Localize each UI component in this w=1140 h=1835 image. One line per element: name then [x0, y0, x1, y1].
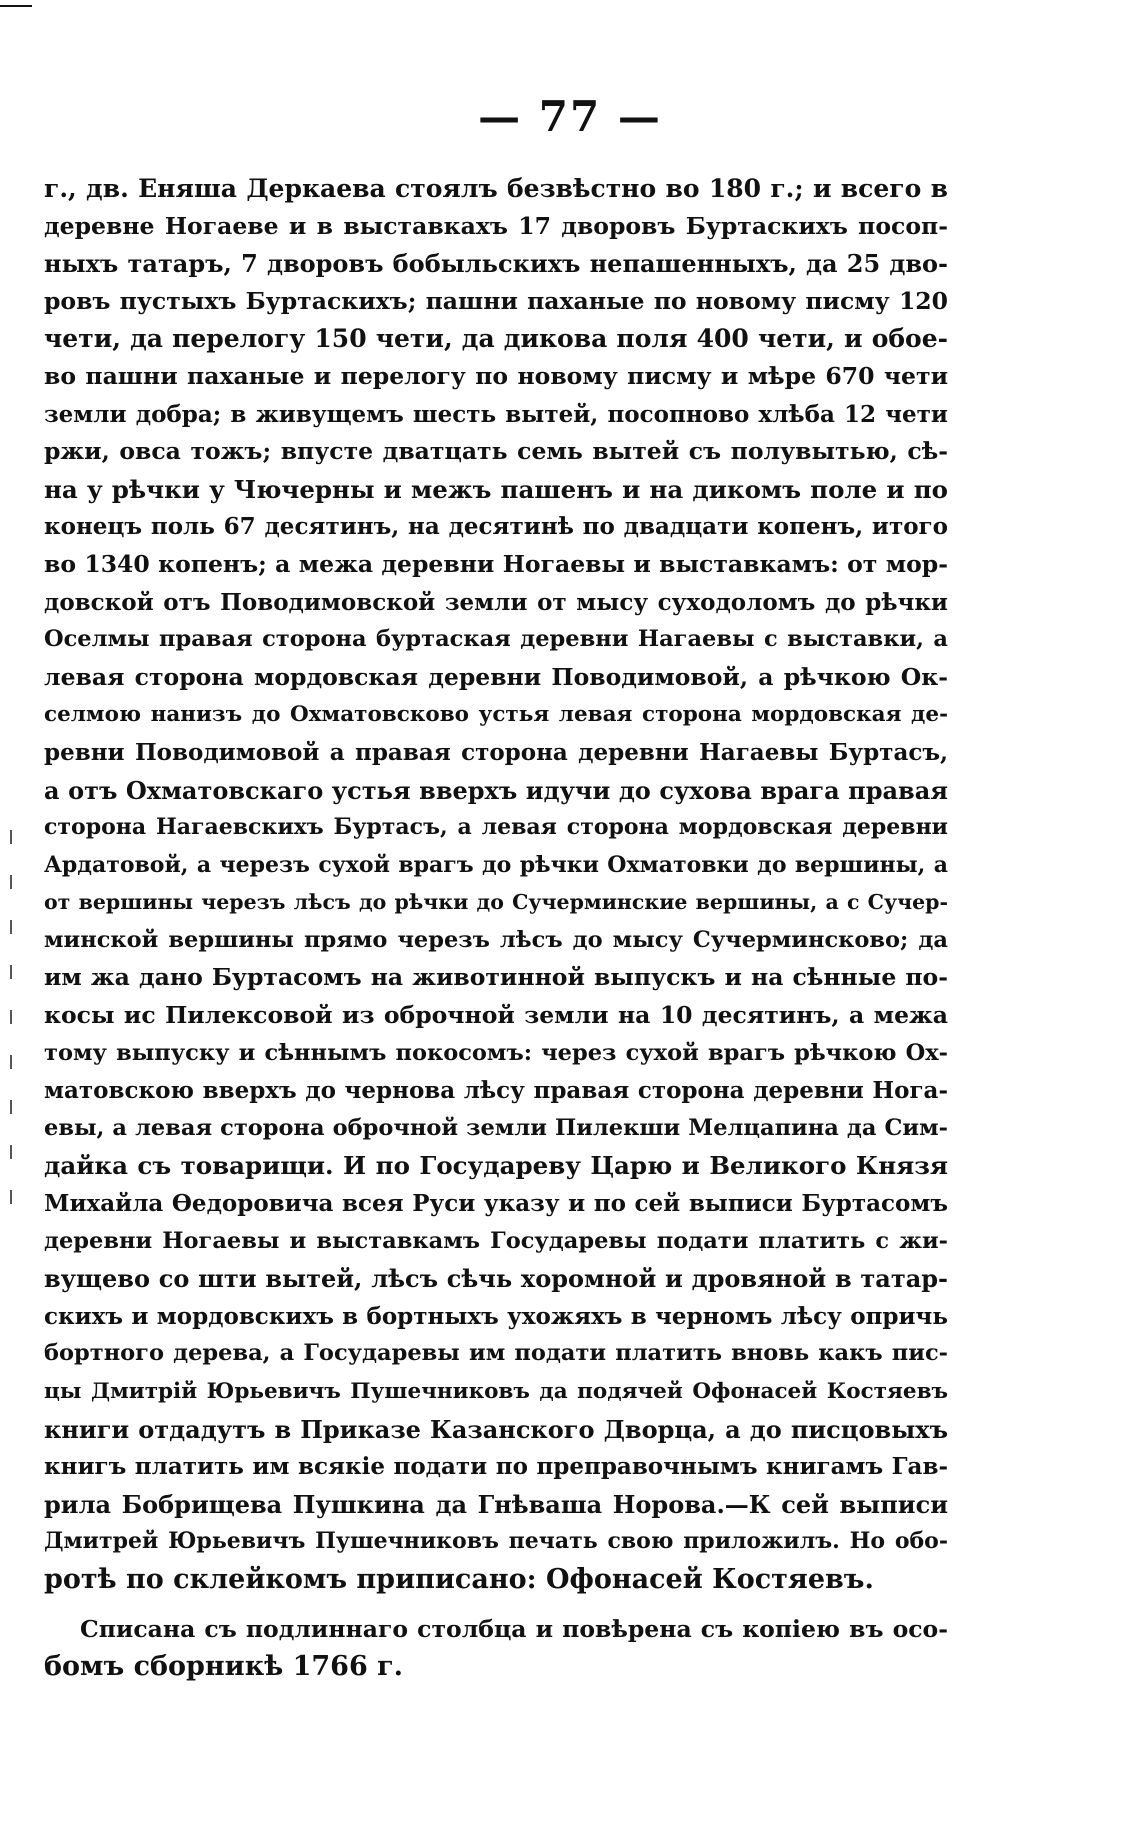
text-line: вущево со шти вытей, лѣсъ сѣчь хоромной и дровяной в татар-: [44, 1264, 948, 1294]
text-line: чети, да перелогу 150 чети, да дикова поля 400 чети, и обое-: [44, 324, 948, 354]
text-line: во пашни паханые и перелогу по новому писму и мѣре 670 чети: [44, 361, 948, 390]
text-line: рила Бобрищева Пушкина да Гнѣваша Норова.—К сей выписи: [44, 1489, 948, 1519]
text-line: Списана съ подлиннаго столбца и повѣрена съ копіею въ осо-: [80, 1614, 948, 1643]
paragraph-main: [44, 170, 948, 1599]
text-line: бортного дерева, а Государевы им подати платить вновь какъ пис-: [44, 1340, 948, 1367]
text-line: конецъ поль 67 десятинъ, на десятинѣ по двадцати копенъ, итого: [44, 513, 948, 541]
body-text: [44, 170, 948, 1686]
margin-tick: [10, 1055, 12, 1069]
text-line: скихъ и мордовскихъ в бортныхъ ухожяхъ в черномъ лѣсу опричь: [44, 1302, 948, 1330]
text-line: дайка съ товарищи. И по Государеву Царю и Великого Князя: [44, 1151, 948, 1181]
text-line: от вершины черезъ лѣсъ до рѣчки до Сучерминские вершины, а с Сучер-: [44, 890, 948, 915]
text-line: селмою нанизъ до Охматовсково устья левая сторона мордовская де-: [44, 702, 948, 728]
text-line: ровъ пустыхъ Буртаскихъ; пашни паханые по новому писму 120: [44, 286, 948, 315]
text-line: им жа дано Буртасомъ на животинной выпускъ и на сѣнные по-: [44, 963, 948, 992]
text-line: евы, а левая сторона оброчной земли Пилекши Мелцапина да Сим-: [44, 1114, 948, 1141]
margin-marks: [10, 830, 14, 1210]
margin-tick: [10, 1145, 12, 1159]
text-line: тому выпуску и сѣннымъ покосомъ: через сухой врагъ рѣчкою Ох-: [44, 1039, 948, 1066]
text-line: а отъ Охматовскаго устья вверхъ идучи до сухова врага правая: [44, 775, 948, 805]
text-line: на у рѣчки у Чючерны и межъ пашенъ и на дикомъ поле и по: [44, 474, 948, 504]
text-line: деревне Ногаеве и в выставкахъ 17 дворовъ Буртаскихъ посоп-: [44, 211, 948, 240]
text-line: матовскою вверхъ до чернова лѣсу правая сторона деревни Нога-: [44, 1077, 948, 1105]
text-line: левая сторона мордовская деревни Поводимовой, а рѣчкою Ок-: [44, 662, 948, 691]
text-line: ревни Поводимовой а правая сторона деревни Нагаевы Буртасъ,: [44, 738, 948, 766]
text-line: минской вершины прямо черезъ лѣсъ до мысу Сучерминсково; да: [44, 926, 948, 953]
text-line: цы Дмитрій Юрьевичъ Пушечниковъ да подячей Офонасей Костяевъ: [44, 1379, 948, 1404]
scan-edge-mark: [0, 5, 32, 7]
margin-tick: [10, 1010, 12, 1024]
text-line: Оселмы правая сторона буртаская деревни Нагаевы с выставки, а: [44, 626, 948, 653]
text-line: бомъ сборникѣ 1766 г.: [44, 1651, 404, 1683]
text-line: Дмитрей Юрьевичъ Пушечниковъ печать свою приложилъ. Но обо-: [44, 1528, 948, 1555]
text-line: г., дв. Еняша Деркаева стоялъ безвѣстно во 180 г.; и всего в: [44, 174, 948, 203]
text-line: ныхъ татаръ, 7 дворовъ бобыльскихъ непашенныхъ, да 25 дво-: [44, 249, 948, 279]
page-number: — 77 —: [478, 92, 662, 141]
paragraph-source-note: [44, 1611, 948, 1686]
text-line: во 1340 копенъ; а межа деревни Ногаевы и выставкамъ: от мор-: [44, 549, 948, 578]
text-line: косы ис Пилексовой из оброчной земли на 10 десятинъ, а межа: [44, 1001, 948, 1030]
text-line: деревни Ногаевы и выставкамъ Государевы подати платить с жи-: [44, 1227, 948, 1254]
margin-tick: [10, 875, 12, 889]
text-line: Михайла Өедоровича всея Руси указу и по сей выписи Буртасомъ: [44, 1190, 948, 1218]
margin-tick: [10, 965, 12, 979]
text-line: довской отъ Поводимовской земли от мысу суходоломъ до рѣчки: [44, 588, 948, 616]
margin-tick: [10, 830, 12, 844]
text-line: Ардатовой, а черезъ сухой врагъ до рѣчки Охматовки до вершины, а: [44, 851, 948, 878]
text-line: ржи, овса тожъ; впусте дватцать семь вытей съ полувытью, сѣ-: [44, 437, 948, 466]
margin-tick: [10, 1190, 12, 1204]
text-line: сторона Нагаевскихъ Буртасъ, а левая сторона мордовская деревни: [44, 814, 948, 841]
text-line: книгъ платить им всякіе подати по преправочнымъ книгамъ Гав-: [44, 1453, 948, 1481]
margin-tick: [10, 1100, 12, 1114]
text-line: книги отдадутъ в Приказе Казанского Дворца, а до писцовыхъ: [44, 1414, 948, 1444]
margin-tick: [10, 920, 12, 934]
text-line: ротѣ по склейкомъ приписано: Офонасей Костяевъ.: [44, 1563, 874, 1595]
text-line: земли добра; в живущемъ шесть вытей, посопново хлѣба 12 чети: [44, 400, 948, 428]
